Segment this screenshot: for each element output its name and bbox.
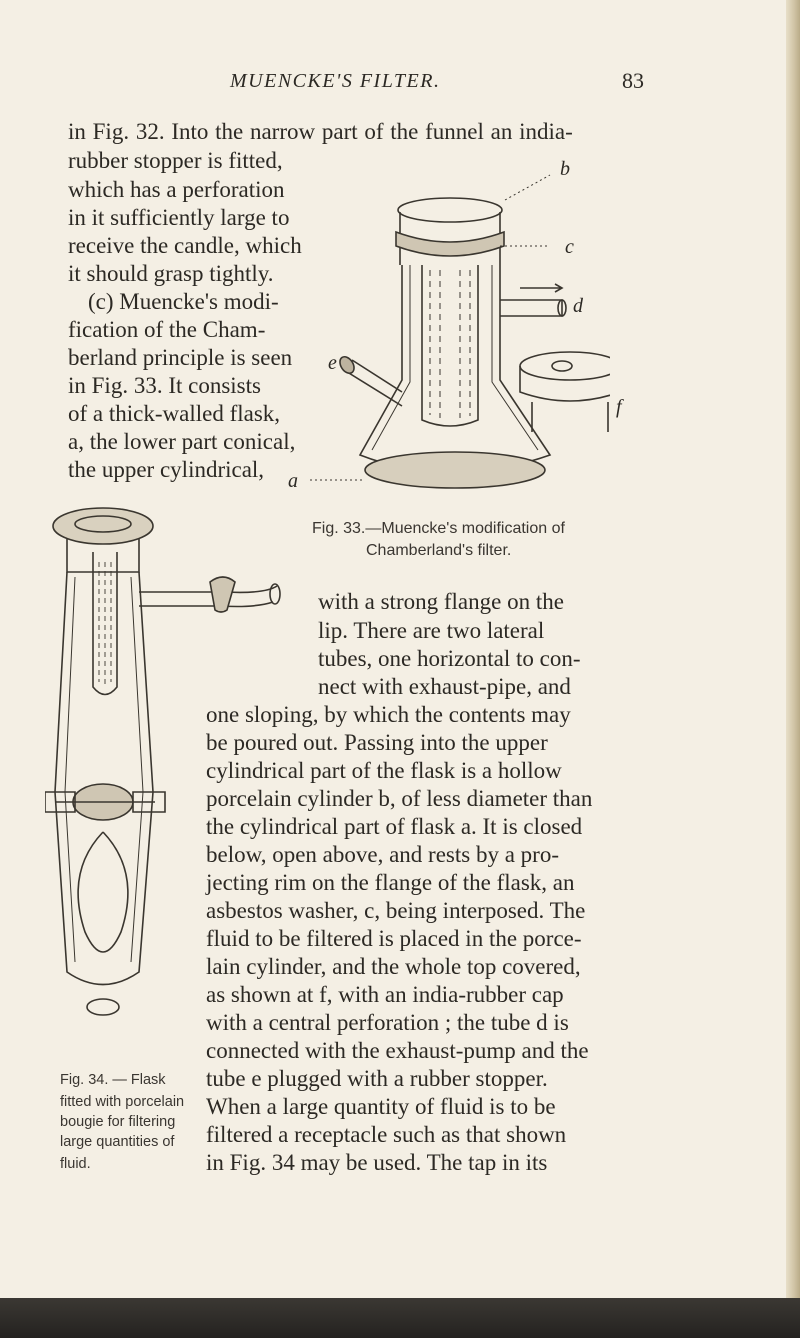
text-line: tubes, one horizontal to con- [318, 646, 581, 671]
text-line: porcelain cylinder b, of less diameter than [206, 786, 593, 811]
text-line: the cylindrical part of flask a. It is closed [206, 814, 583, 839]
text-line: (c) Muencke's modi- [88, 289, 279, 314]
text-line: in Fig. 33. It consists [68, 373, 261, 398]
figure-33-label-a: a [288, 470, 298, 492]
bougie-shading [99, 562, 111, 687]
text-line: be poured out. Passing into the upper [206, 730, 548, 755]
cylinder-hatching [430, 270, 470, 418]
cap-f-top [520, 352, 610, 380]
text-line: the upper cylindrical, [68, 457, 265, 482]
cap-f-skirt [532, 402, 608, 432]
text-line: as shown at f, with an india-rubber cap [206, 982, 564, 1007]
text-line: one sloping, by which the contents may [206, 702, 571, 727]
figure-33-label-e: e [328, 352, 337, 374]
flask-body-34 [55, 572, 153, 985]
text-line: receive the candle, which [68, 233, 302, 258]
text-line: which has a perforation [68, 177, 285, 202]
lower-bulb [78, 832, 128, 952]
tube-d [500, 300, 562, 316]
text-line: jecting rim on the flange of the flask, an [206, 870, 575, 895]
cylinder-top-ellipse [398, 198, 502, 222]
figure-34-caption-line: fitted with porcelain [60, 1094, 185, 1110]
text-line: filtered a receptacle such as that shown [206, 1122, 567, 1147]
page-number: 83 [622, 68, 644, 93]
flask-base [365, 452, 545, 488]
figure-33-label-c: c [565, 236, 574, 258]
text-line: it should grasp tightly. [68, 261, 274, 286]
figure-33-label-f: f [616, 396, 622, 418]
text-line: lain cylinder, and the whole top covered, [206, 954, 581, 979]
text-line: lip. There are two lateral [318, 618, 545, 643]
text-line: berland principle is seen [68, 345, 293, 370]
figure-33-label-b: b [560, 158, 570, 180]
text-line: asbestos washer, c, being interposed. The [206, 898, 586, 923]
text-line: of a thick-walled flask, [68, 401, 281, 426]
text-line: nect with exhaust-pipe, and [318, 674, 571, 699]
text-line: rubber stopper is fitted, [68, 148, 283, 173]
figure-33-label-d: d [573, 295, 583, 317]
text-line: cylindrical part of the flask is a hollow [206, 758, 562, 783]
text-line: in Fig. 32. Into the narrow part of the funnel an india- [68, 119, 573, 144]
flask-top-ellipse [53, 508, 153, 544]
porcelain-cylinder [422, 265, 478, 426]
figure-34-caption-line: large quantities of [60, 1134, 175, 1150]
text-line: below, open above, and rests by a pro- [206, 842, 559, 867]
figure-33-caption-line1: Fig. 33.—Muencke's modification of [312, 520, 565, 537]
text-line: fication of the Cham- [68, 317, 266, 342]
arrow [520, 284, 562, 292]
flask-inner-34 [65, 577, 143, 962]
text-line: in it sufficiently large to [68, 205, 290, 230]
text-line: with a strong flange on the [318, 589, 564, 614]
figure-34-caption-line: fluid. [60, 1156, 91, 1172]
leader-b [505, 175, 550, 200]
cap-f-hole [552, 361, 572, 371]
figure-34-caption-line: bougie for filtering [60, 1114, 176, 1130]
flange-band [396, 232, 504, 256]
page-edge [786, 0, 800, 1338]
running-title: MUENCKE'S FILTER. [230, 70, 441, 92]
text-line: When a large quantity of fluid is to be [206, 1094, 556, 1119]
text-line: fluid to be filtered is placed in the porce- [206, 926, 582, 951]
text-line: with a central perforation ; the tube d is [206, 1010, 569, 1035]
page-bottom-edge [0, 1298, 800, 1338]
text-line: a, the lower part conical, [68, 429, 296, 454]
text-line: connected with the exhaust-pump and the [206, 1038, 589, 1063]
figure-34-caption-line: Fig. 34. — Flask [60, 1072, 166, 1088]
side-tube [139, 586, 277, 607]
text-line: in Fig. 34 may be used. The tap in its [206, 1150, 548, 1175]
figure-33-illustration [300, 170, 610, 500]
figure-33-caption-line2: Chamberland's filter. [366, 542, 512, 559]
tube-e-stopper [337, 354, 357, 376]
bottom-outlet [87, 999, 119, 1015]
flask-inner-wall [372, 265, 538, 450]
text-line: tube e plugged with a rubber stopper. [206, 1066, 548, 1091]
